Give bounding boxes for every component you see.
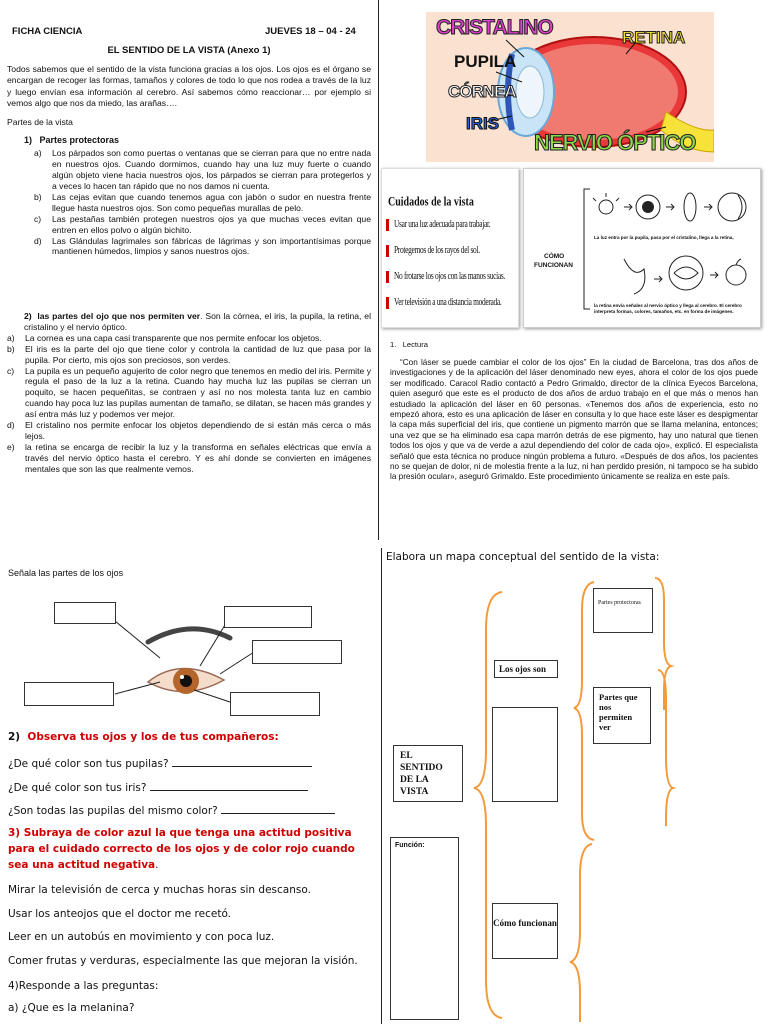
q3-heading (8, 825, 372, 873)
red-marker-icon (386, 219, 389, 231)
cuidados-text: Ver televisión a una distancia moderada. (394, 295, 502, 309)
label-box-1[interactable] (54, 602, 116, 624)
label-box-5[interactable] (230, 692, 320, 716)
top-divider (378, 0, 379, 540)
mapa-funcion-box[interactable] (390, 837, 459, 1020)
cuidados-text: Protegernos de los rayos del sol. (394, 243, 480, 257)
s2-title: las partes del ojo que nos permiten ver (37, 311, 201, 321)
cuidados-card (381, 168, 519, 328)
q2-a-answer-line[interactable] (172, 757, 312, 767)
list-marker: e) (7, 441, 15, 452)
lectura-title: Lectura (402, 340, 429, 349)
q3-text: 3) Subraya de color azul la que tenga una actitud positiva para el cuidado correcto de los ojos y de color rojo cuando sea una actitud negativa (8, 827, 355, 871)
list-text: Las pestañas también protegen nuestros ojos ya que muchas veces evitan que entren en ellos polvo o algún bichito. (52, 213, 371, 235)
q3-item[interactable]: Leer en un autobús en movimiento y con poca luz. (8, 931, 275, 944)
q2-title: Observa tus ojos y los de tus compañeros: (27, 731, 279, 743)
funcionan-caption-2: la retina envía señales al nervio óptico y llega al cerebro. El cerebro interpreta formas, colores, tamaños, etc. en forma de imágenes. (594, 303, 742, 314)
funcionan-card (523, 168, 761, 328)
mapa-permiten: Partes que nos permiten ver (593, 687, 651, 744)
q3-item[interactable]: Mirar la televisión de cerca y muchas horas sin descanso. (8, 884, 311, 896)
header-right: JUEVES 18 – 04 - 24 (265, 26, 356, 37)
q3-item[interactable]: Comer frutas y verduras, especialmente las que mejoran la visión. (8, 955, 358, 968)
list-item (7, 442, 371, 475)
cuidados-item (386, 217, 518, 243)
s1-num: 1) (24, 135, 33, 145)
funcionan-caption-1: La luz entra por la pupila, pasa por el cristalino, llega a la retina, (594, 235, 734, 240)
list-marker: a) (34, 148, 42, 159)
cuidados-list (386, 217, 518, 321)
s1-list (7, 148, 371, 257)
red-marker-icon (386, 271, 389, 283)
header-left: FICHA CIENCIA (12, 26, 83, 37)
mapa-funcion-label: Función: (395, 842, 425, 849)
q2-num: 2) (8, 731, 21, 743)
partes-label: Partes de la vista (7, 117, 73, 127)
q3-item[interactable]: Usar los anteojos que el doctor me recetó. (8, 907, 232, 920)
mapa-protectoras: Partes protectoras (593, 588, 653, 633)
s2-rest: . Son la córnea, el iris, la pupila, la retina, el cristalino y el nervio óptico. (24, 311, 371, 332)
label-box-2[interactable] (224, 606, 312, 628)
red-marker-icon (386, 245, 389, 257)
s2-list (7, 333, 371, 475)
eye-labeling-exercise (20, 590, 350, 720)
list-marker: b) (34, 191, 42, 202)
cuidados-item (386, 243, 518, 269)
funcionan-label-2: FUNCIONAN (534, 262, 573, 269)
list-text: La cornea es una capa casi transparente que nos permite enfocar los objetos. (25, 332, 322, 343)
q4-title: 4)Responde a las preguntas: (8, 980, 159, 992)
q2-heading (8, 731, 279, 743)
cuidados-item (386, 269, 518, 295)
s1-title: Partes protectoras (39, 135, 120, 145)
list-item (7, 214, 371, 236)
label-cornea: CÓRNEA (448, 82, 516, 101)
q2-c-answer-line[interactable] (221, 804, 335, 814)
mapa-como-funcionan: Cómo funcionan (492, 903, 558, 959)
s2-num: 2) (24, 311, 32, 321)
list-item (7, 192, 371, 214)
list-text: Las Glándulas lagrimales son fábricas de lágrimas y son importantísimas porque mantienen húmedos, limpios y sanos nuestros ojos. (52, 235, 371, 257)
section-1 (7, 135, 371, 257)
label-retina: RETINA (622, 28, 686, 47)
list-marker: a) (7, 332, 15, 343)
q2-a-text: ¿De qué color son tus pupilas? (8, 758, 169, 770)
q2-b-answer-line[interactable] (150, 781, 308, 791)
q2-b (8, 781, 308, 794)
mapa-ojos-son: Los ojos son (494, 660, 558, 678)
cuidados-text: Usar una luz adecuada para trabajar. (394, 217, 491, 231)
list-marker: b) (7, 343, 15, 354)
cuidados-text: No frotarse los ojos con las manos sucias. (394, 269, 505, 283)
q3-dot: . (155, 859, 159, 871)
list-item (7, 366, 371, 421)
list-text: la retina se encarga de recibir la luz y la transforma en señales eléctricas que envía a través del nervio óptico hasta el cerebro. Y es ahí donde se convierten en imágenes mentales que son las que realmente vemos. (25, 441, 371, 474)
list-marker: c) (7, 365, 15, 376)
list-marker: d) (34, 235, 42, 246)
list-text: La pupila es un pequeño agujerito de color negro que tenemos en medio del iris. Permite y regula el paso de la luz a la retina. Cuando hay mucha luz las pupilas se cierran un poquito, se hacen pequeñitas, se contraen y así no nos molesta tanta luz en cambio cuando hay poca luz las pupilas aumentan de tamaño, se dilatan, se hacen más grandes y así entra más luz y podemos ver mejor. (25, 365, 371, 420)
list-item (7, 344, 371, 366)
list-marker: c) (34, 213, 42, 224)
section-2 (7, 311, 371, 475)
mapa-center: EL SENTIDO DE LA VISTA (393, 745, 463, 802)
intro-paragraph: Todos sabemos que el sentido de la vista funciona gracias a los ojos. Los ojos es el órgano se encargan de recoger las formas, tamaños y colores de todo lo que nos rodea a través de la luz y luego envían esa información al cerebro. Así sabemos cómo reaccionar… por ejemplo si vemos algo que nos da miedo, las arañas…. (7, 64, 371, 108)
list-item (7, 148, 371, 192)
q2-b-text: ¿De qué color son tus iris? (8, 782, 147, 794)
list-text: El cristalino nos permite enfocar los objetos dependiendo de si están más cerca o más lejos. (25, 420, 371, 441)
q2-a (8, 757, 312, 770)
cuidados-title: Cuidados de la vista (388, 195, 474, 210)
eye-diagram-image (426, 12, 714, 162)
list-item (7, 236, 371, 258)
funcionan-label-1: CÓMO (544, 253, 565, 260)
list-text: El iris es la parte del ojo que tiene color y controla la cantidad de luz que pasa por la pupila. Por cierto, mis ojos son preciosos, son verdes. (25, 343, 371, 365)
cuidados-item (386, 295, 518, 321)
lectura-text: “Con láser se puede cambiar el color de los ojos” En la ciudad de Barcelona, tras dos años de investigaciones y de la aplicación del láser denominado new eyes, ahora el color de los ojos puede ser modificado. Caracol Radio contactó a Pedro Grimaldo, director de la clínica Eyecos Barcelona, quien aseguró que este es el producto de dos años de arduo trabajo en el que más o menos han estudiado la aplicación del láser en 60 personas. «Tenemos dos años de experiencia, esto no empezó ahora, esto es una aplicación de láser en consulta y lo que hace este láser es despigmentar la capa más superficial del iris, que contiene un pigmento marrón que se llama melanina, entonces; una vez que se ha eliminado esa capa marrón detrás de ese pigmento, hay uno natural que tienen todos los ojos y que va de verde a azul dependiendo del color de cada ojo», explicó. El especialista señaló que esta técnica no produce ningún problema a futuro. «Después de dos años, los pacientes no se quejan de dolor, ni de molestia frente a la luz, ni han perdido presión, ni tampoco se ha subido la presión ocular», aseguró Grimaldo. Este procedimiento únicamente se realiza en este país. (390, 358, 758, 482)
label-iris: IRIS (466, 114, 500, 133)
mapa-blank-1[interactable] (492, 707, 558, 802)
label-box-3[interactable] (252, 640, 342, 664)
list-text: Los párpados son como puertas o ventanas que se cierran para que no entre nada en nuestros ojos. Cuando dormimos, cuando hay una luz muy fuerte o cuando algún objeto viene hacia nuestros ojos, los párpados se cierran para protegerlos y a veces lo hacen tan rápido que no nos damos ni cuenta. (52, 148, 371, 192)
q4-a: a) ¿Que es la melanina? (8, 1002, 135, 1014)
red-marker-icon (386, 297, 389, 309)
q2-c (8, 804, 335, 817)
lectura-label (390, 340, 428, 349)
list-item (7, 420, 371, 442)
list-text: Las cejas evitan que cuando tenemos agua con jabón o sudor en nuestra frente llegue hasta nuestros ojos. Son como pequeñas murallas de pelo. (52, 191, 371, 213)
q3-list (8, 884, 372, 979)
page-title: EL SENTIDO DE LA VISTA (Anexo 1) (107, 45, 271, 56)
list-item (7, 333, 371, 344)
q2-c-text: ¿Son todas las pupilas del mismo color? (8, 805, 218, 817)
label-box-4[interactable] (24, 682, 114, 706)
label-nervio: NERVIO ÓPTICO (534, 130, 696, 155)
label-cristalino: CRISTALINO (436, 16, 553, 39)
mapa-title: Elabora un mapa conceptual del sentido de la vista: (386, 551, 660, 563)
senala-title: Señala las partes de los ojos (8, 568, 124, 578)
label-pupila: PUPILA (454, 52, 517, 71)
list-marker: d) (7, 420, 15, 431)
lectura-num: 1. (390, 340, 397, 349)
